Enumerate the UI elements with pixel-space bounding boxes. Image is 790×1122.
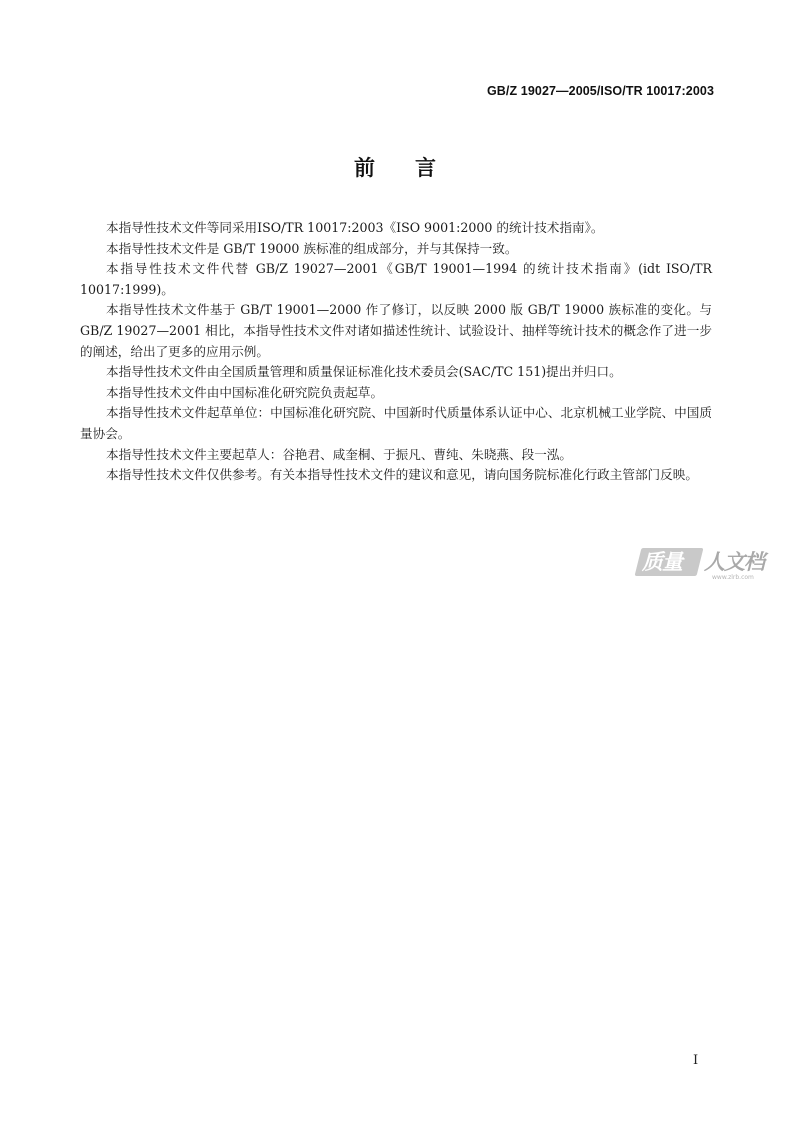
paragraph-drafted-by: 本指导性技术文件由中国标准化研究院负责起草。 [106,384,384,400]
paragraph-family: 本指导性技术文件是 GB/T 19000 族标准的组成部分，并与其保持一致。 [106,240,518,256]
page-number: I [693,1053,699,1068]
page-title: 前言 [354,156,476,180]
paragraph-drafting-units: 本指导性技术文件起草单位：中国标准化研究院、中国新时代质量体系认证中心、北京机械工业学院、中国质量协会。 [80,405,712,441]
paragraph-proposed-by: 本指导性技术文件由全国质量管理和质量保证标准化技术委员会(SAC/TC 151)提出并归口。 [106,364,622,380]
foreword-body [80,218,712,486]
paragraph-replaces: 本指导性技术文件代替 GB/Z 19027—2001《GB/T 19001—1994 的统计技术指南》(idt ISO/TR 10017:1999)。 [80,261,712,297]
paragraph-revision: 本指导性技术文件基于 GB/T 19001—2000 作了修订，以反映 2000 版 GB/T 19000 族标准的变化。与 GB/Z 19027—2001 相比，本指导性技术文件对诸如描述性统计、试验设计、抽样等统计技术的概念作了进一步的阐述，给出了更多的应用示例。 [80,302,712,359]
standard-number-header: GB/Z 19027—2005/ISO/TR 10017:2003 [486,84,714,98]
paragraph-reference-only: 本指导性技术文件仅供参考。有关本指导性技术文件的建议和意见，请向国务院标准化行政主管部门反映。 [106,467,698,483]
paragraph-drafters: 本指导性技术文件主要起草人：谷艳君、咸奎桐、于振凡、曹纯、朱晓燕、段一泓。 [106,446,572,462]
watermark-text-part2: 人文档 [704,550,764,574]
watermark-text-part1: 质量 [642,550,682,574]
watermark-logo [638,548,778,582]
watermark-url: www.zlrb.com [712,574,754,581]
paragraph-adoption: 本指导性技术文件等同采用ISO/TR 10017:2003《ISO 9001:2000 的统计技术指南》。 [106,220,604,235]
